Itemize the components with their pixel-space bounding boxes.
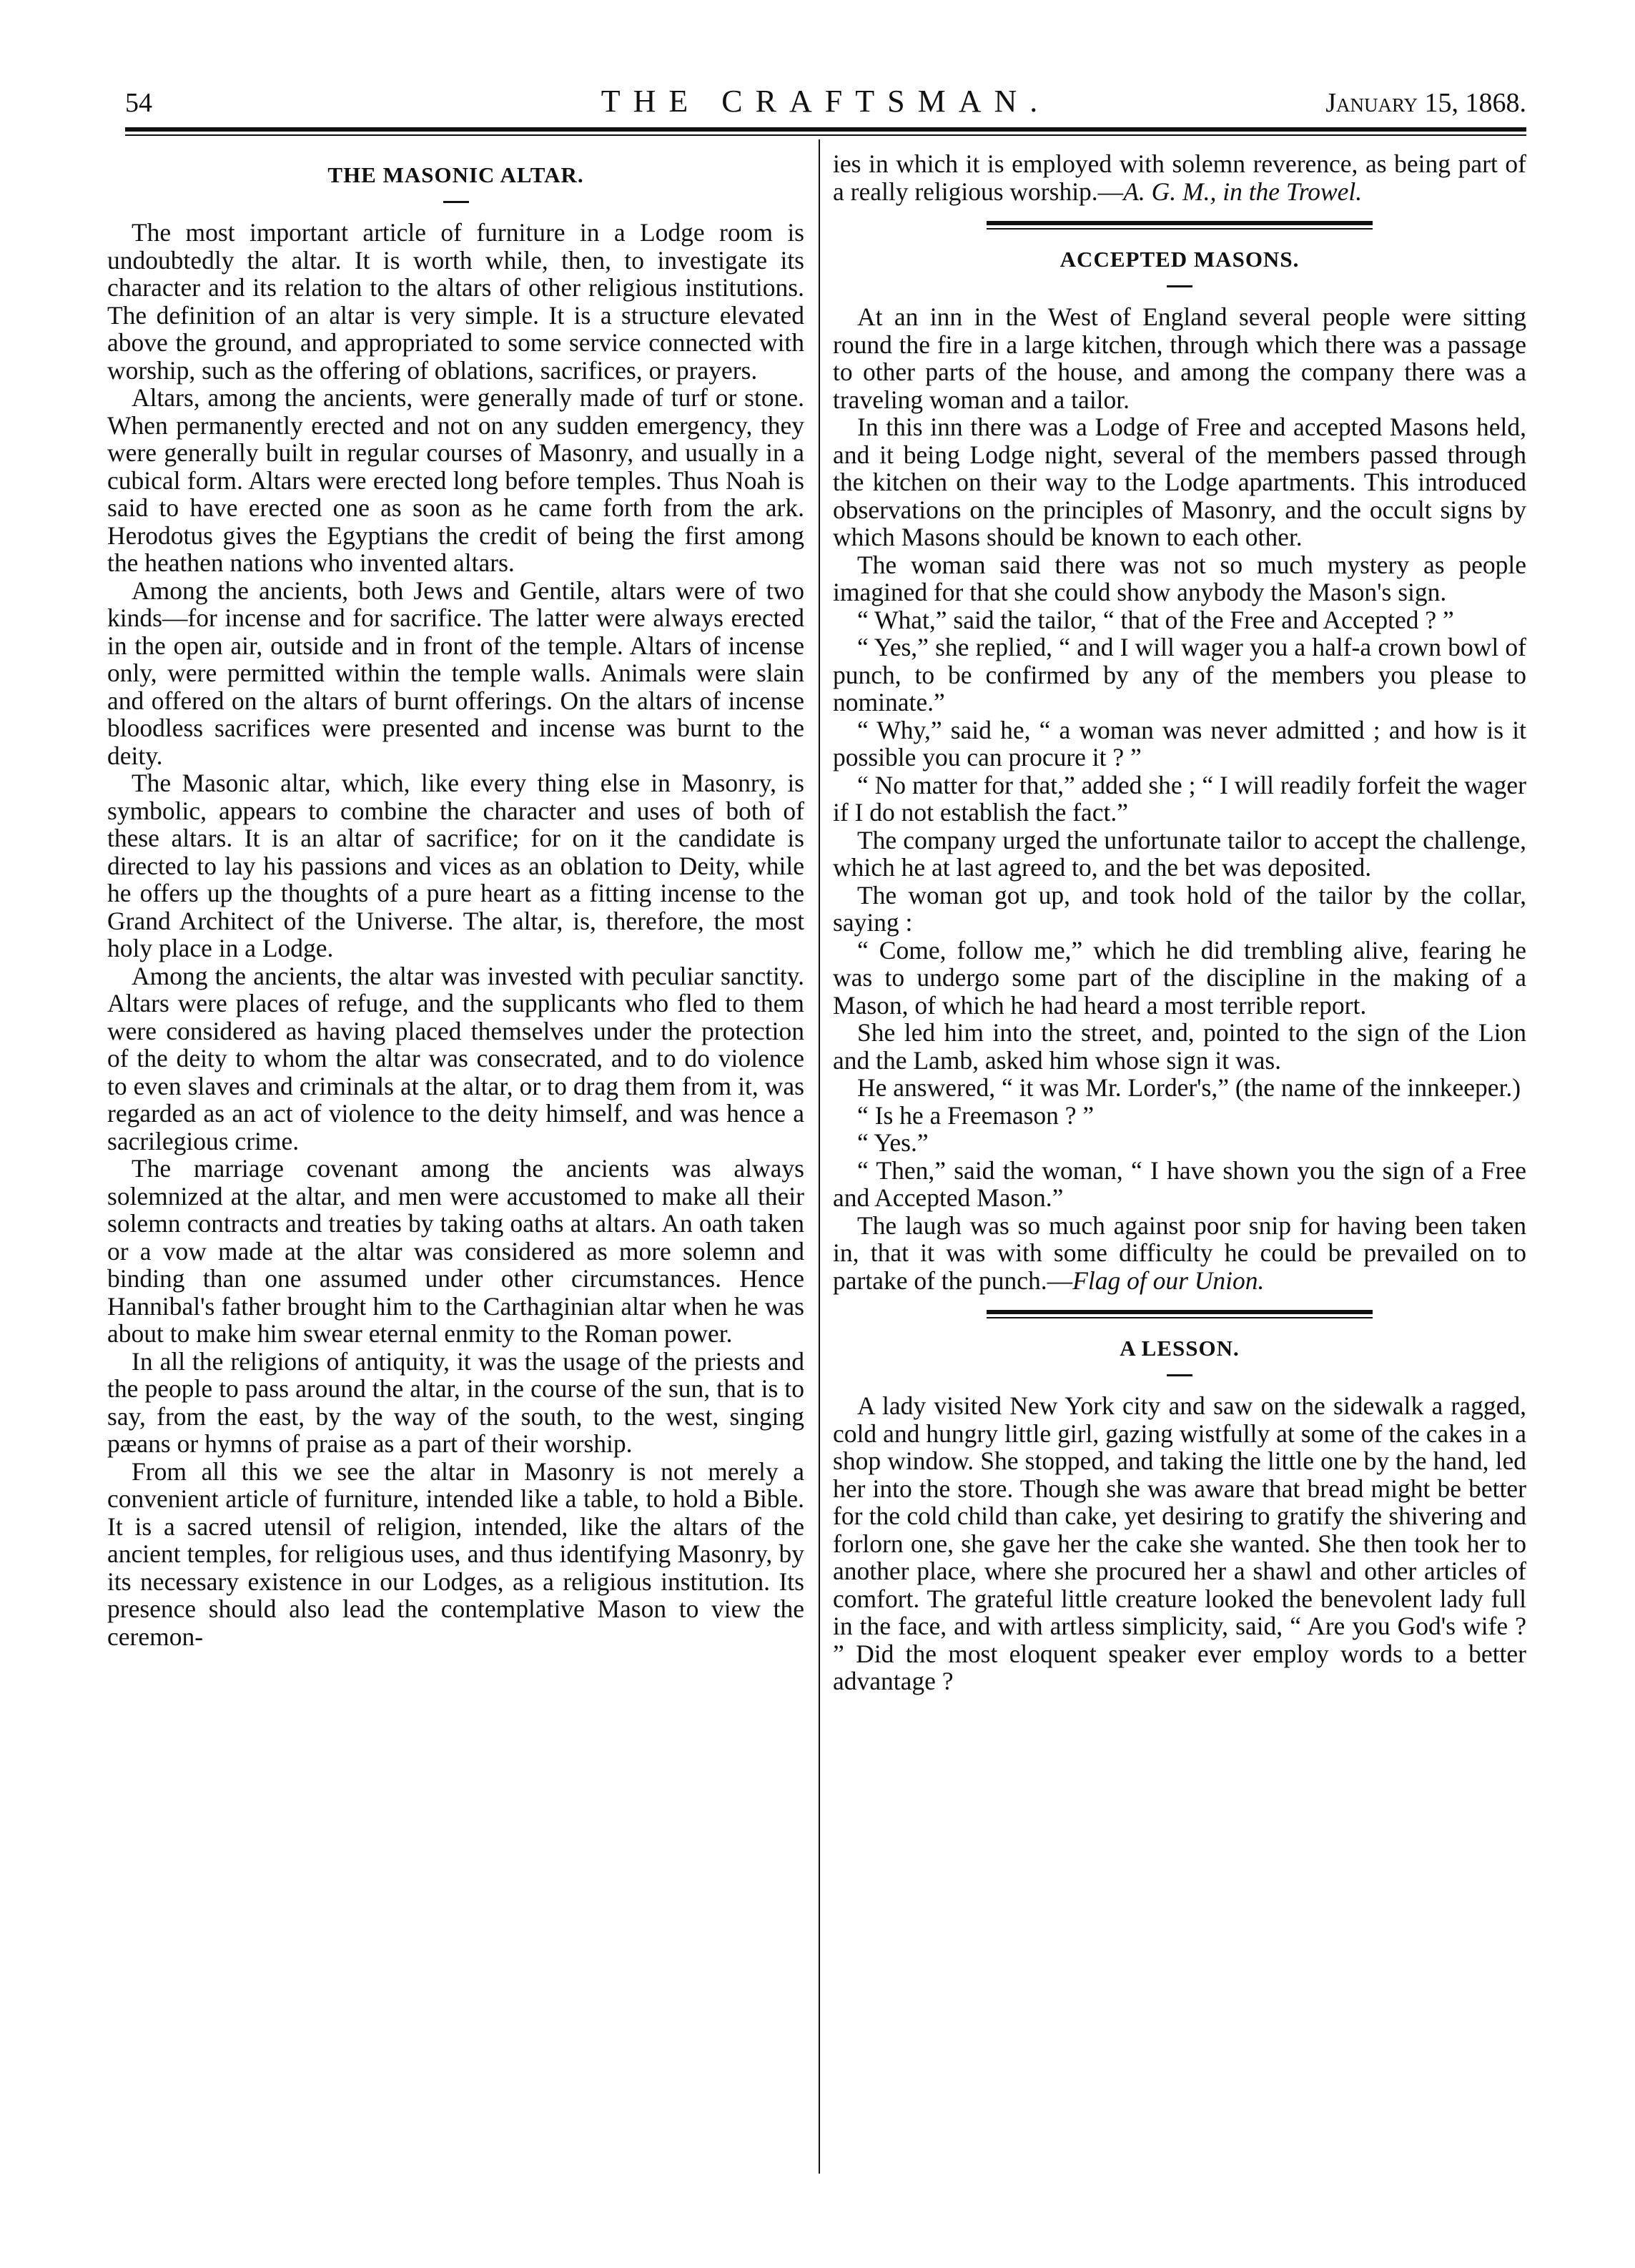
accepted-paragraph: “ Yes,” she replied, “ and I will wager you a half-a crown bowl of punch, to be confirmed by any of the members you please to nominate.”	[833, 633, 1526, 716]
lesson-paragraph: A lady visited New York city and saw on the sidewalk a ragged, cold and hungry little girl, gazing wistfully at some of the cakes in a shop window. She stopped, and taking the little one by the hand, led her into the store. Though she was aware that bread might be better for the cold child than cake, yet desiring to gratify the shivering and forlorn one, she gave her the cake she wanted. She then took her to another place, where she procured her a shawl and other articles of comfort. The grateful little creature looked the benevolent lady full in the face, and with artless simplicity, said, “ Are you God's wife ? ” Did the most eloquent speaker ever employ words to a better advantage ?	[833, 1391, 1526, 1695]
accepted-paragraph: “ Why,” said he, “ a woman was never admitted ; and how is it possible you can procure it ? ”	[833, 715, 1526, 771]
article-title-accepted-masons: ACCEPTED MASONS.	[1059, 247, 1300, 272]
altar-paragraph: Altars, among the ancients, were generally made of turf or stone. When permanently erected and not on any sudden emergency, they were generally built in regular courses of Masonry, and usually in a cubical form. Altars were erected long before temples. Thus Noah is said to have erected one as soon as he came forth from the ark. Herodotus gives the Egyptians the credit of being the first among the heathen nations who invented altars.	[107, 383, 804, 577]
accepted-paragraph: He answered, “ it was Mr. Lorder's,” (the name of the innkeeper.)	[857, 1073, 1521, 1102]
title-dash	[443, 201, 469, 203]
accepted-paragraph: The company urged the unfortunate tailor to accept the challenge, which he at last agreed to, and the bet was deposited.	[833, 825, 1526, 882]
altar-source: A. G. M., in the Trowel.	[1123, 177, 1363, 206]
publication-title: THE CRAFTSMAN.	[601, 84, 1051, 119]
column-divider	[819, 139, 820, 2174]
left-column	[107, 161, 804, 1650]
accepted-paragraph: In this inn there was a Lodge of Free and accepted Masons held, and it being Lodge night, several of the members passed through the kitchen on their way to the Lodge apartments. This introduced observations on the principles of Masonry, and the occult signs by which Masons should be known to each other.	[833, 413, 1526, 551]
accepted-paragraph: The woman got up, and took hold of the tailor by the collar, saying :	[833, 880, 1526, 937]
header-rule-heavy	[125, 127, 1526, 132]
altar-paragraph: The most important article of furniture in a Lodge room is undoubtedly the altar. It is worth while, then, to investigate its character and its relation to the altars of other religious institutions. The definition of an altar is very simple. It is a structure elevated above the ground, and appropriated to some service connected with worship, such as the offering of oblations, sacrifices, or prayers.	[107, 218, 804, 385]
altar-paragraph: The Masonic altar, which, like every thing else in Masonry, is symbolic, appears to combine the character and uses of both of these altars. It is an altar of sacrifice; for on it the candidate is directed to lay his passions and vices as an oblation to Deity, while he offers up the thoughts of a pure heart as a fitting incense to the Grand Architect of the Universe. The altar, is, therefore, the most holy place in a Lodge.	[107, 769, 804, 962]
header-rule-light	[125, 134, 1526, 136]
accepted-source: Flag of our Union.	[1072, 1266, 1265, 1295]
altar-paragraph: In all the religions of antiquity, it was the usage of the priests and the people to pass around the altar, in the course of the sun, that is to say, from the east, by the way of the south, to the west, singing pæans or hymns of praise as a part of their worship.	[107, 1346, 804, 1458]
title-dash	[1167, 1374, 1192, 1376]
accepted-paragraph: “ Come, follow me,” which he did trembling alive, fearing he was to undergo some part of the discipline in the making of a Mason, of which he had heard a most terrible report.	[833, 935, 1526, 1020]
right-column	[833, 150, 1526, 1695]
title-dash	[1167, 285, 1192, 287]
accepted-last-text: The laugh was so much against poor snip for having been taken in, that it was with some difficulty he could be prevailed on to partake of the punch.—	[833, 1211, 1526, 1295]
accepted-paragraph: At an inn in the West of England several people were sitting round the fire in a large kitchen, through which there was a passage to other parts of the house, and among the company there was a traveling woman and a tailor.	[833, 302, 1526, 414]
accepted-paragraph: “ Is he a Freemason ? ”	[857, 1100, 1095, 1130]
article-title-a-lesson: A LESSON.	[1120, 1336, 1240, 1361]
accepted-paragraph-last	[833, 1212, 1526, 1295]
altar-paragraph: Among the ancients, the altar was invested with peculiar sanctity. Altars were places of refuge, and the supplicants who fled to them were considered as having placed themselves under the protection of the deity to whom the altar was consecrated, and to do violence to even slaves and criminals at the altar, or to drag them from it, was regarded as an act of violence to the deity himself, and was hence a sacrilegious crime.	[107, 961, 804, 1155]
section-rule-light	[987, 1317, 1373, 1318]
altar-paragraph: The marriage covenant among the ancients was always solemnized at the altar, and men were accustomed to make all their solemn contracts and treaties by taking oaths at altars. An oath taken or a vow made at the altar was considered as more solemn and binding than one assumed under other circumstances. Hence Hannibal's father brought him to the Carthaginian altar when he was about to make him swear eternal enmity to the Roman power.	[107, 1154, 804, 1348]
accepted-paragraph: “ No matter for that,” added she ; “ I will readily forfeit the wager if I do not establish the fact.”	[833, 770, 1526, 827]
altar-continuation-text: ies in which it is employed with solemn reverence, as being part of a really religious worship.—	[833, 149, 1526, 206]
altar-paragraph: From all this we see the altar in Masonry is not merely a convenient article of furniture, intended like a table, to hold a Bible. It is a sacred utensil of religion, intended, like the altars of the ancient temples, for religious uses, and thus identifying Masonry, by its necessary existence in our Lodges, as a religious institution. Its presence should also lead the contemplative Mason to view the ceremon-	[107, 1456, 804, 1651]
section-rule-light	[987, 228, 1373, 230]
section-rule-heavy	[987, 1310, 1373, 1314]
accepted-paragraph: “ Yes.”	[857, 1128, 929, 1157]
page-header	[125, 80, 1526, 123]
section-rule-heavy	[987, 221, 1373, 225]
accepted-paragraph: “ Then,” said the woman, “ I have shown you the sign of a Free and Accepted Mason.”	[833, 1155, 1526, 1212]
page-number: 54	[125, 88, 152, 118]
accepted-paragraph: The woman said there was not so much mystery as people imagined for that she could show anybody the Mason's sign.	[833, 550, 1526, 606]
accepted-paragraph: “ What,” said the tailor, “ that of the Free and Accepted ? ”	[857, 605, 1454, 634]
altar-paragraph: Among the ancients, both Jews and Gentile, altars were of two kinds—for incense and for sacrifice. The latter were always erected in the open air, outside and in front of the temple. Altars of incense only, were permitted within the temple walls. Animals were slain and offered on the altars of burnt offerings. On the altars of incense bloodless sacrifices were presented and incense was burnt to the deity.	[107, 576, 804, 770]
accepted-paragraph: She led him into the street, and, pointed to the sign of the Lion and the Lamb, asked him whose sign it was.	[833, 1018, 1526, 1075]
issue-date: January 15, 1868.	[1325, 88, 1526, 118]
article-title-masonic-altar: THE MASONIC ALTAR.	[327, 162, 584, 187]
altar-continuation	[833, 150, 1526, 205]
